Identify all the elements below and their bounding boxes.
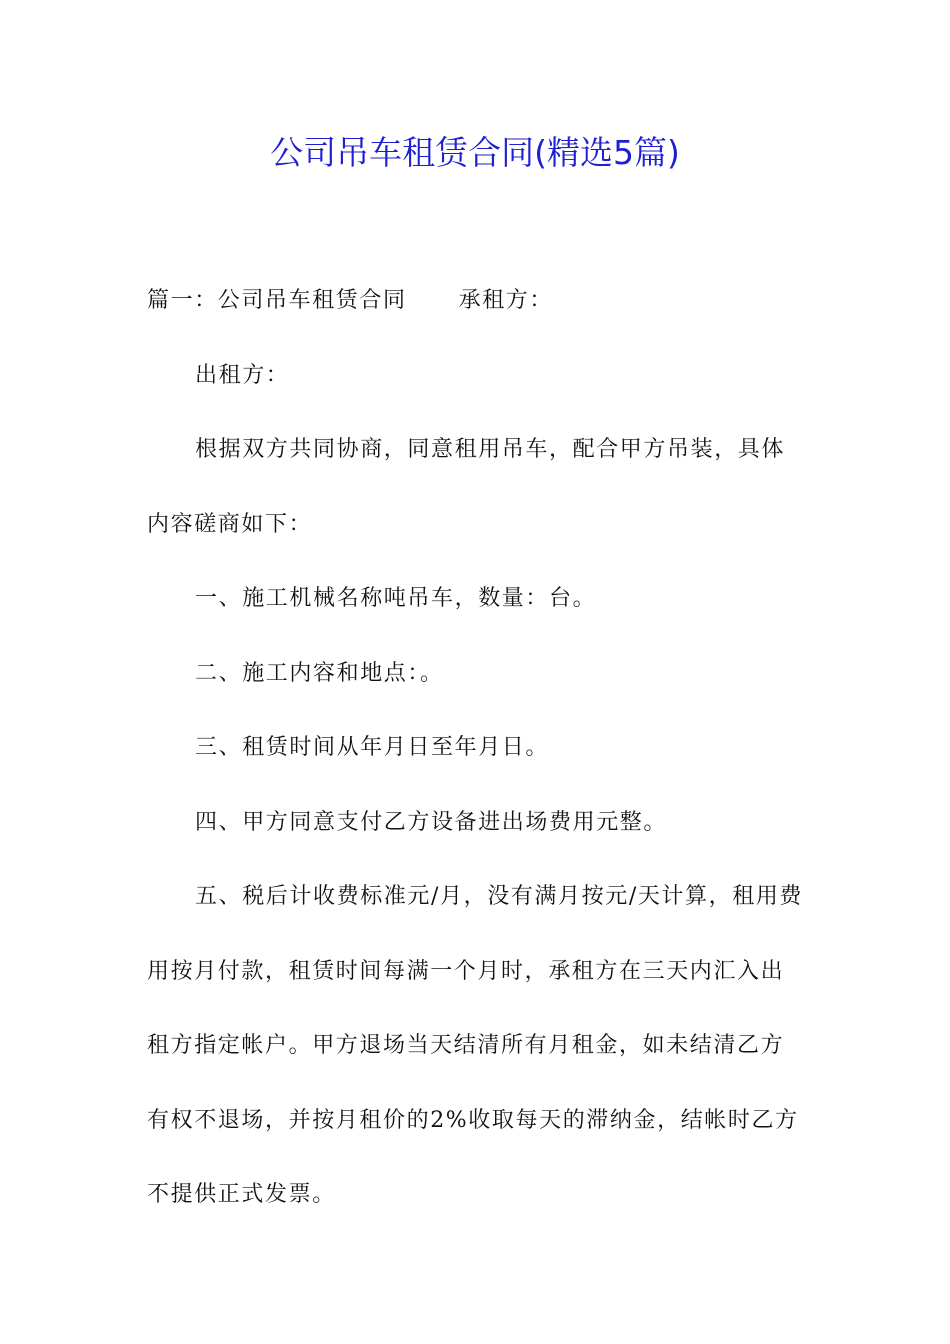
paragraph-item-5: 五、税后计收费标准元/月，没有满月按元/天计算，租用费用按月付款，租赁时间每满一个月时，承租方在三天内汇入出租方指定帐户。甲方退场当天结清所有月租金，如未结清乙方有权不退场，并按月租价的2%收取每天的滞纳金，结帐时乙方不提供正式发票。 — [147, 884, 804, 1207]
document-title: 公司吊车租赁合同(精选5篇) — [270, 133, 680, 172]
document-body — [147, 264, 807, 1233]
lessor-label: 出租方： — [195, 362, 290, 388]
paragraph-item-1: 一、施工机械名称吨吊车，数量：台。 — [195, 586, 597, 611]
section-heading: 篇一：公司吊车租赁合同 — [147, 288, 407, 313]
paragraph-item-2: 二、施工内容和地点：。 — [195, 660, 444, 686]
paragraph-intro: 根据双方共同协商，同意租用吊车，配合甲方吊装，具体内容磋商如下： — [147, 437, 786, 537]
paragraph-item-3: 三、租赁时间从年月日至年月日。 — [195, 735, 550, 760]
lessee-label: 承租方： — [458, 288, 554, 313]
paragraph-item-4: 四、甲方同意支付乙方设备进出场费用元整。 — [195, 809, 668, 835]
section-heading-line — [147, 264, 807, 339]
